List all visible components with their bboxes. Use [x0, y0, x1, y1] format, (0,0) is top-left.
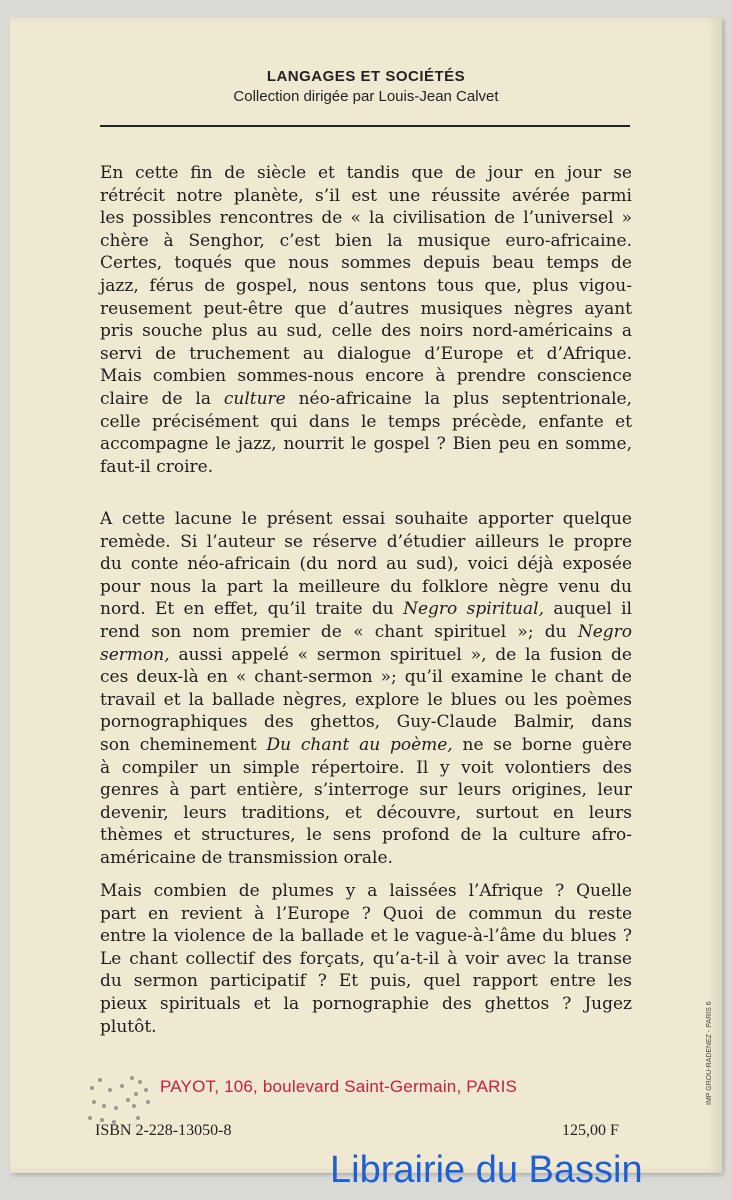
perforation-dot	[102, 1104, 106, 1108]
perforation-dot	[120, 1084, 124, 1088]
text-line: Certes, toqués que nous sommes depuis beau temps de	[100, 253, 632, 274]
text-line: rétrécit notre planète, s’il est une réussite avérée parmi	[100, 185, 632, 206]
text-line: à compiler un simple répertoire. Il y voit volontiers des	[100, 757, 632, 778]
perforation-dot	[134, 1092, 138, 1096]
text-line: rend son nom premier de « chant spirituel »; du Negro	[100, 621, 632, 642]
perforation-dot	[88, 1116, 92, 1120]
text-line: pour nous la part la meilleure du folklore nègre venu du	[100, 576, 632, 597]
perforation-dots	[88, 1076, 158, 1126]
text-line: entre la violence de la ballade et le vague-à-l’âme du blues ?	[100, 926, 632, 947]
header-divider	[100, 125, 630, 127]
price: 125,00 F	[562, 1122, 619, 1139]
publisher-address: PAYOT, 106, boulevard Saint-Germain, PARIS	[160, 1077, 518, 1096]
text-line: accompagne le jazz, nourrit le gospel ? Bien peu en somme,	[100, 434, 632, 455]
text-line: du sermon participatif ? Et puis, quel rapport entre les	[100, 971, 632, 992]
text-line: travail et la ballade nègres, explore le blues ou les poèmes	[100, 689, 632, 710]
text-line: celle précisément qui dans le temps précède, enfante et	[100, 411, 632, 432]
series-director: Collection dirigée par Louis-Jean Calvet	[233, 88, 499, 105]
paragraph-1	[100, 162, 632, 478]
text-line: part en revient à l’Europe ? Quoi de commun du reste	[100, 903, 632, 924]
text-line: servi de truchement au dialogue d’Europe et d’Afrique.	[100, 343, 632, 364]
text-line: A cette lacune le présent essai souhaite apporter quelque	[100, 509, 632, 529]
text-line: nord. Et en effet, qu’il traite du Negro spiritual, auquel il	[100, 599, 632, 620]
perforation-dot	[136, 1116, 140, 1120]
perforation-dot	[144, 1088, 148, 1092]
text-line: thèmes et structures, le sens profond de la culture afro-	[100, 825, 632, 846]
text-line: les possibles rencontres de « la civilisation de l’universel »	[100, 208, 632, 229]
series-title: LANGAGES ET SOCIÉTÉS	[266, 68, 466, 85]
text-line: remède. Si l’auteur se réserve d’étudier ailleurs le propre	[100, 531, 632, 552]
text-line: genres à part entière, s’interroge sur leurs origines, leur	[100, 780, 632, 801]
text-line: son cheminement Du chant au poème, ne se borne guère	[100, 734, 632, 755]
text-line: devenir, leurs traditions, et découvre, surtout en leurs	[100, 802, 632, 823]
isbn: ISBN 2-228-13050-8	[95, 1122, 232, 1139]
printer-imprint: IMP GROU-RADENEZ - PARIS 6	[706, 1001, 713, 1105]
text-line: faut-il croire.	[100, 456, 214, 477]
text-line: reusement peut-être que d’autres musiques nègres ayant	[100, 298, 632, 319]
text-line: du conte néo-africain (du nord au sud), voici déjà exposée	[100, 554, 632, 575]
text-line: claire de la culture néo-africaine la plus septentrionale,	[100, 388, 632, 409]
text-line: ces deux-là en « chant-sermon »; qu’il examine le chant de	[100, 667, 632, 688]
text-line: américaine de transmission orale.	[100, 847, 393, 868]
perforation-dot	[98, 1078, 102, 1082]
text-line: pris souche plus au sud, celle des noirs nord-américains a	[100, 321, 632, 342]
text-line: Mais combien de plumes y a laissées l’Afrique ? Quelle	[100, 881, 632, 901]
paragraph-3	[100, 880, 632, 1038]
perforation-dot	[92, 1100, 96, 1104]
perforation-dot	[146, 1100, 150, 1104]
perforation-dot	[90, 1086, 94, 1090]
perforation-dot	[138, 1080, 142, 1084]
text-line: jazz, férus de gospel, nous sentons tous que, plus vigou-	[100, 275, 632, 296]
perforation-dot	[114, 1106, 118, 1110]
perforation-dot	[126, 1098, 130, 1102]
perforation-dot	[108, 1088, 112, 1092]
perforation-dot	[130, 1076, 134, 1080]
text-line: chère à Senghor, c’est bien la musique euro-africaine.	[100, 230, 632, 251]
text-line: pornographiques des ghettos, Guy-Claude Balmir, dans	[100, 712, 632, 733]
text-line: En cette fin de siècle et tandis que de jour en jour se	[100, 163, 632, 183]
paragraph-2	[100, 508, 632, 870]
text-line: pieux spirituals et la pornographie des ghettos ? Jugez	[100, 993, 632, 1014]
text-line: sermon, aussi appelé « sermon spirituel », de la fusion de	[100, 644, 632, 665]
perforation-dot	[132, 1104, 136, 1108]
text-line: plutôt.	[100, 1016, 157, 1037]
text-line: Mais combien sommes-nous encore à prendre conscience	[100, 366, 632, 387]
seller-watermark: Librairie du Bassin	[330, 1149, 643, 1191]
text-line: Le chant collectif des forçats, qu’a-t-il à voir avec la transe	[100, 948, 632, 969]
